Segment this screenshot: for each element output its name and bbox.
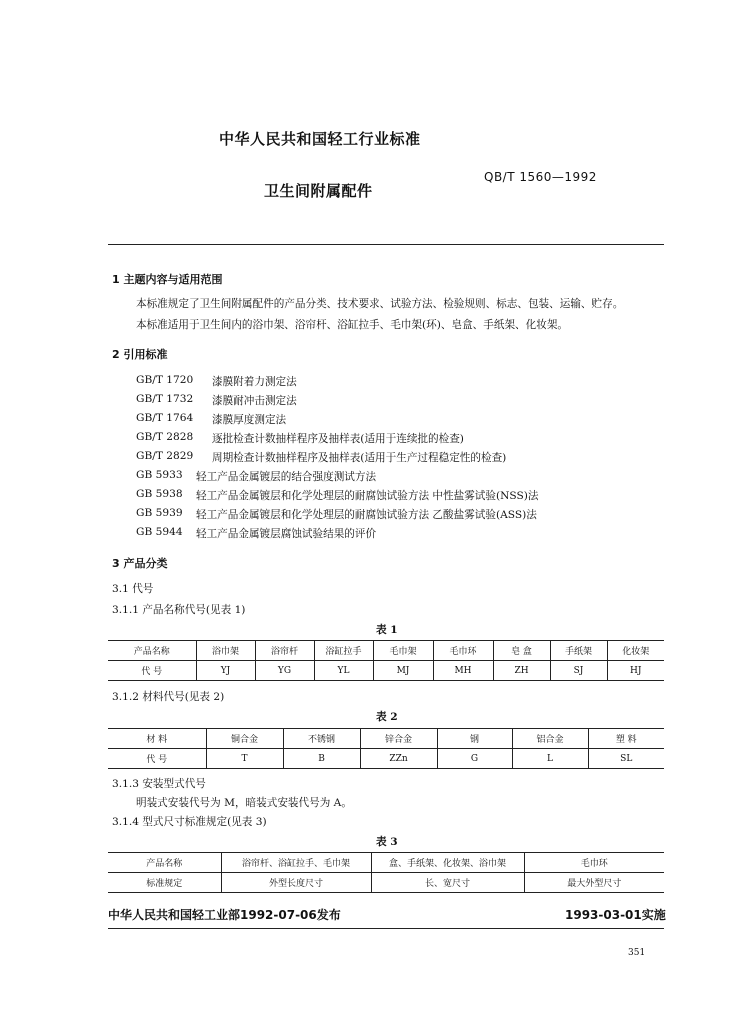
table-cell: G: [437, 749, 512, 769]
table-cell: 材 料: [108, 729, 206, 749]
reference-code: GB/T 1764: [136, 412, 194, 424]
table-cell: 代 号: [108, 749, 206, 769]
reference-title: 漆膜耐冲击测定法: [212, 395, 297, 407]
table-cell: SL: [588, 749, 664, 769]
table-cell: 毛巾环: [433, 641, 493, 661]
table-3: [108, 852, 664, 893]
table-cell: T: [206, 749, 283, 769]
reference-title: 周期检查计数抽样程序及抽样表(适用于生产过程稳定性的检查): [212, 452, 507, 464]
table-cell: 产品名称: [108, 641, 196, 661]
table-row: [108, 641, 664, 661]
reference-title: 轻工产品金属镀层的结合强度测试方法: [196, 471, 377, 483]
table-cell: 浴帘杆: [255, 641, 314, 661]
reference-code: GB/T 1720: [136, 374, 194, 386]
table-cell: ZH: [493, 661, 550, 681]
clause-3-1-3-text: 明装式安装代号为 M，暗装式安装代号为 A。: [136, 797, 352, 809]
table-cell: 产品名称: [108, 853, 221, 873]
table-1-caption: 表 1: [376, 624, 398, 636]
table-cell: ZZn: [360, 749, 437, 769]
section-3-heading: 3 产品分类: [112, 557, 168, 570]
table-cell: YJ: [196, 661, 255, 681]
reference-code: GB/T 2828: [136, 431, 194, 443]
table-row: [108, 873, 664, 893]
reference-title: 轻工产品金属镀层腐蚀试验结果的评价: [196, 528, 377, 540]
table-3-caption: 表 3: [376, 836, 398, 848]
table-cell: 代 号: [108, 661, 196, 681]
table-2-caption: 表 2: [376, 711, 398, 723]
header-rule: [108, 244, 664, 245]
table-cell: 手纸架: [550, 641, 607, 661]
table-cell: MH: [433, 661, 493, 681]
issuing-body-title: 中华人民共和国轻工行业标准: [219, 130, 421, 148]
table-cell: 最大外型尺寸: [524, 873, 664, 893]
table-cell: 浴巾架: [196, 641, 255, 661]
table-cell: 化妆架: [607, 641, 664, 661]
reference-code: GB 5944: [136, 526, 183, 538]
table-cell: 毛巾架: [373, 641, 433, 661]
table-cell: HJ: [607, 661, 664, 681]
table-2: [108, 728, 664, 769]
reference-code: GB 5938: [136, 488, 183, 500]
table-cell: YG: [255, 661, 314, 681]
reference-code: GB/T 2829: [136, 450, 194, 462]
page-number: 351: [628, 948, 646, 958]
table-cell: 浴缸拉手: [314, 641, 373, 661]
issuer-release-line: 中华人民共和国轻工业部1992-07-06发布: [108, 908, 341, 922]
table-row: [108, 749, 664, 769]
clause-3-1: 3.1 代号: [112, 583, 154, 595]
reference-title: 逐批检查计数抽样程序及抽样表(适用于连续批的检查): [212, 433, 464, 445]
table-cell: 不锈钢: [283, 729, 360, 749]
effective-date-line: 1993-03-01实施: [565, 908, 666, 922]
table-row: [108, 729, 664, 749]
table-cell: 外型长度尺寸: [221, 873, 371, 893]
table-cell: 锌合金: [360, 729, 437, 749]
table-cell: B: [283, 749, 360, 769]
standard-code: QB/T 1560—1992: [484, 170, 597, 184]
table-cell: 盒、手纸架、化妆架、浴巾架: [371, 853, 524, 873]
table-cell: MJ: [373, 661, 433, 681]
table-cell: 浴帘杆、浴缸拉手、毛巾架: [221, 853, 371, 873]
table-cell: L: [512, 749, 588, 769]
section-1-heading: 1 主题内容与适用范围: [112, 273, 223, 286]
footer-rule: [108, 928, 664, 929]
table-cell: 塑 料: [588, 729, 664, 749]
table-cell: 铜合金: [206, 729, 283, 749]
clause-3-1-4: 3.1.4 型式尺寸标准规定(见表 3): [112, 816, 267, 828]
reference-title: 轻工产品金属镀层和化学处理层的耐腐蚀试验方法 中性盐雾试验(NSS)法: [196, 490, 539, 502]
clause-3-1-2: 3.1.2 材料代号(见表 2): [112, 691, 225, 703]
table-cell: SJ: [550, 661, 607, 681]
reference-code: GB 5939: [136, 507, 183, 519]
section-1-paragraph-2: 本标准适用于卫生间内的浴巾架、浴帘杆、浴缸拉手、毛巾架(环)、皂盒、手纸架、化妆架。: [136, 319, 569, 331]
table-cell: YL: [314, 661, 373, 681]
clause-3-1-3: 3.1.3 安装型式代号: [112, 778, 206, 790]
reference-title: 轻工产品金属镀层和化学处理层的耐腐蚀试验方法 乙酸盐雾试验(ASS)法: [196, 509, 537, 521]
reference-title: 漆膜厚度测定法: [212, 414, 287, 426]
reference-title: 漆膜附着力测定法: [212, 376, 297, 388]
section-1-paragraph-1: 本标准规定了卫生间附属配件的产品分类、技术要求、试验方法、检验规则、标志、包装、运输、贮存。: [136, 298, 624, 310]
clause-3-1-1: 3.1.1 产品名称代号(见表 1): [112, 604, 246, 616]
table-cell: 标准规定: [108, 873, 221, 893]
reference-code: GB/T 1732: [136, 393, 194, 405]
table-cell: 钢: [437, 729, 512, 749]
table-cell: 毛巾环: [524, 853, 664, 873]
document-title: 卫生间附属配件: [264, 182, 373, 200]
table-cell: 皂 盒: [493, 641, 550, 661]
table-1: [108, 640, 664, 681]
table-row: [108, 661, 664, 681]
table-cell: 铝合金: [512, 729, 588, 749]
table-cell: 长、宽尺寸: [371, 873, 524, 893]
reference-code: GB 5933: [136, 469, 183, 481]
section-2-heading: 2 引用标准: [112, 348, 168, 361]
table-row: [108, 853, 664, 873]
